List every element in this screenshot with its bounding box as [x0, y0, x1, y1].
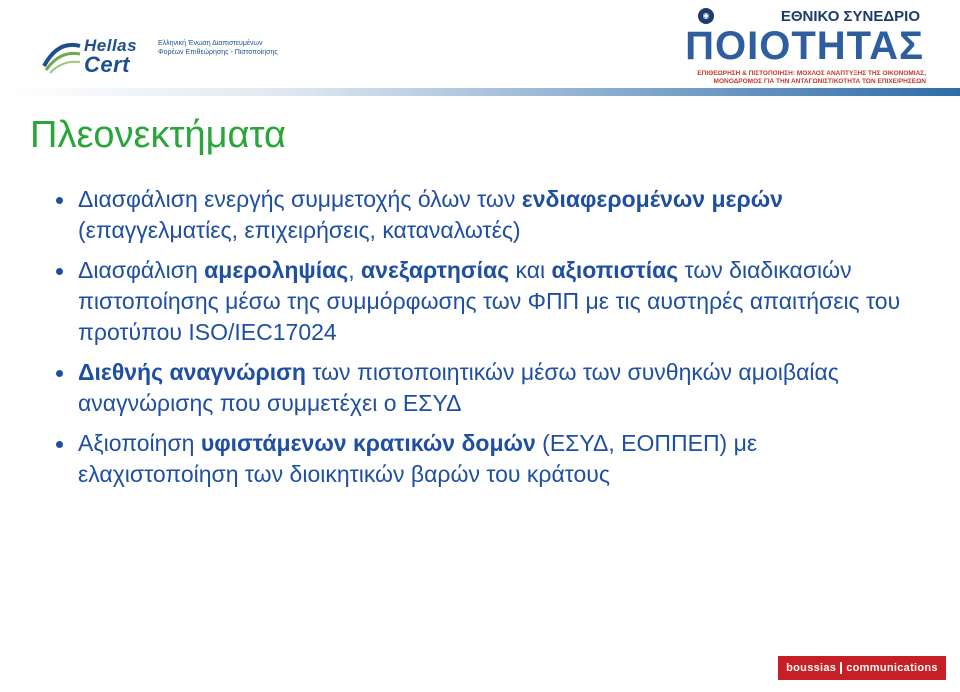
bullet-text-bold: Διεθνής αναγνώριση [78, 359, 306, 385]
bullet-item [52, 357, 922, 419]
bullet-dot-icon [56, 197, 63, 204]
bullet-text-bold: ενδιαφερομένων μερών [521, 186, 783, 212]
bullet-item [52, 428, 922, 490]
bullet-text: Διασφάλιση ενεργής συμμετοχής όλων των [78, 186, 522, 212]
logo-divider [840, 662, 842, 674]
conference-logo [670, 6, 930, 88]
conference-mark-icon: ◉ [698, 8, 714, 24]
bullet-text: Διασφάλιση [78, 257, 205, 283]
bullet-list [52, 184, 922, 499]
bullet-text: (επαγγελματίες, επιχειρήσεις, καταναλωτές) [78, 217, 521, 243]
bullet-text: (ΕΣΥΔ, ΕΟΠΠΕΠ) με ελαχιστοποίηση των διοικητικών βαρών του κράτους [78, 430, 758, 487]
bullet-text-bold: υφιστάμενων κρατικών δομών [200, 430, 536, 456]
conference-main-text: ΠΟΙΟΤΗΤΑΣ [685, 24, 924, 68]
bullet-text: , [348, 257, 362, 283]
swirl-icon [40, 36, 82, 76]
header-gradient-band [0, 88, 960, 96]
bullet-text: Αξιοποίηση [78, 430, 201, 456]
bullet-text: των πιστοποιητικών μέσω των συνθηκών αμοιβαίας αναγνώρισης που συμμετέχει ο ΕΣΥΔ [78, 359, 839, 416]
conference-subtitle-line-1: ΕΠΙΘΕΩΡΗΣΗ & ΠΙΣΤΟΠΟΙΗΣΗ: ΜΟΧΛΟΣ ΑΝΑΠΤΥΞΗΣ ΤΗΣ ΟΙΚΟΝΟΜΙΑΣ, [697, 70, 926, 77]
bullet-item [52, 255, 922, 348]
bullet-item [52, 184, 922, 246]
bullet-dot-icon [56, 441, 63, 448]
bullet-text-bold: ανεξαρτησίας [361, 257, 510, 283]
hellascert-logo [40, 36, 280, 76]
bullet-text-bold: αμεροληψίας [204, 257, 349, 283]
bullet-text-bold: αξιοπιστίας [551, 257, 679, 283]
hellascert-tagline: Ελληνική Ένωση Διαπιστευμένων Φορέων Επιθεώρησης - Πιστοποίησης [158, 40, 278, 56]
hellascert-word-cert: Cert [84, 52, 131, 77]
boussias-logo [778, 656, 946, 680]
boussias-logo-left: boussias [786, 662, 837, 674]
slide-title: Πλεονεκτήματα [30, 114, 286, 156]
bullet-text: των διαδικασιών πιστοποίησης μέσω της συμμόρφωσης των ΦΠΠ με τις αυστηρές απαιτήσεις του προτύπου ISO/IEC17024 [78, 257, 901, 345]
conference-subtitle-line-2: ΜΟΝΟΔΡΟΜΟΣ ΓΙΑ ΤΗΝ ΑΝΤΑΓΩΝΙΣΤΙΚΟΤΗΤΑ ΤΩΝ ΕΠΙΧΕΙΡΗΣΕΩΝ [713, 78, 926, 85]
bullet-dot-icon [56, 370, 63, 377]
hellascert-word-hellas: Hellas [84, 36, 138, 55]
conference-top-text: ΕΘΝΙΚΟ ΣΥΝΕΔΡΙΟ [780, 8, 920, 25]
slide-header [0, 0, 960, 96]
bullet-text: και [509, 257, 552, 283]
bullet-dot-icon [56, 268, 63, 275]
conference-subtitle [697, 70, 926, 86]
boussias-logo-right: communications [846, 662, 938, 674]
